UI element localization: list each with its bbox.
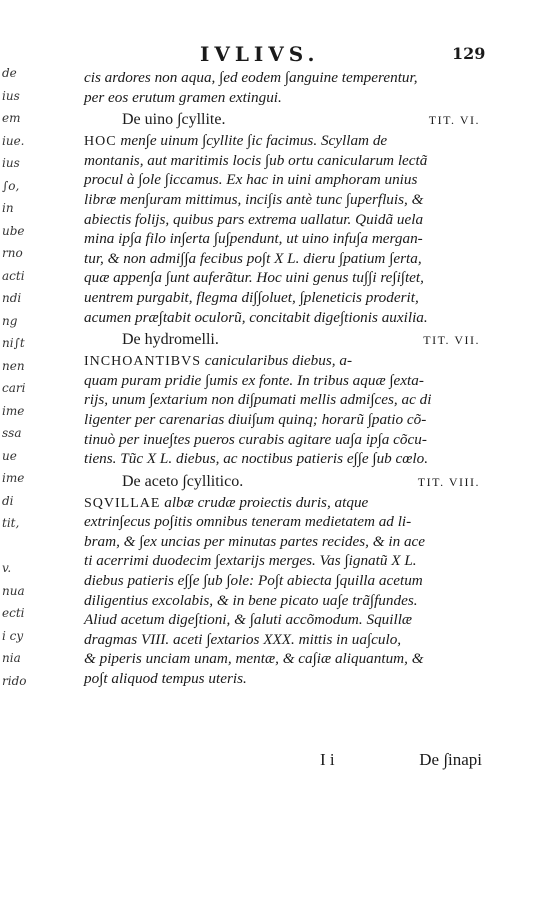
text-line <box>84 308 484 328</box>
line-text: ti acerrimi duodecim ∫extarijs merges. Vas ∫ignatũ X L. <box>84 552 417 570</box>
line-text: libræ men∫uram mittimus, inci∫is antè tunc ∫uperfluis, & <box>84 190 424 208</box>
section-number: TIT. VII. <box>423 333 480 348</box>
margin-fragment: ng <box>2 313 18 328</box>
main-text <box>84 68 484 689</box>
margin-fragment: ndi <box>2 291 22 305</box>
text-line <box>84 88 484 108</box>
margin-fragment: nia <box>2 651 21 665</box>
text-line <box>84 610 484 630</box>
margin-fragment: em <box>2 111 21 125</box>
text-line <box>84 229 484 249</box>
margin-fragment: nua <box>2 583 25 598</box>
line-text: uentrem purgabit, flegma di∫∫oluet, ∫pleneticis proderit, <box>84 288 419 306</box>
text-line <box>84 131 484 151</box>
text-line <box>84 371 484 391</box>
margin-fragment: tit, <box>2 516 20 530</box>
text-line <box>84 249 484 269</box>
line-text: montanis, aut maritimis locis ∫ub ortu canicularum lectã <box>84 151 428 169</box>
margin-fragment: ime <box>2 403 25 418</box>
line-text: mina ip∫a filo in∫erta ∫u∫pendunt, ut uino infu∫a mergan- <box>84 230 423 248</box>
text-line <box>84 151 484 171</box>
page-number: 129 <box>452 44 486 63</box>
margin-fragment: acti <box>2 268 25 283</box>
line-text: bram, & ∫ex uncias per minutas partes recides, & in ace <box>84 532 426 550</box>
text-line <box>84 190 484 210</box>
text-line <box>84 551 484 571</box>
margin-fragment: ius <box>2 156 20 170</box>
catchword: De ∫inapi <box>419 750 482 769</box>
text-line <box>84 630 484 650</box>
line-text: tiens. Tũc X L. diebus, ac noctibus patieris e∫∫e ∫ub cœlo. <box>84 450 429 468</box>
line-text: diebus patieris e∫∫e ∫ub ∫ole: Po∫t abiecta ∫quilla acetum <box>84 572 423 590</box>
line-text: dragmas VIII. aceti ∫extarios XXX. mittis in ua∫culo, <box>84 630 402 648</box>
margin-fragment: rido <box>2 673 26 688</box>
page-footer <box>320 750 482 770</box>
line-text: quam puram pridie ∫umis ex fonte. In tribus aquæ ∫exta- <box>84 371 424 389</box>
margin-fragments <box>2 62 26 692</box>
margin-fragment: di <box>2 493 14 508</box>
lead-word: SQVILLAE <box>84 495 161 511</box>
margin-fragment: in <box>2 201 14 215</box>
line-text: albæ crudæ proiectis duris, atque <box>160 493 369 511</box>
line-text: men∫e uinum ∫cyllite ∫ic facimus. Scyllam de <box>116 132 388 150</box>
text-line <box>84 390 484 410</box>
margin-fragment: ius <box>2 88 20 103</box>
text-line <box>84 170 484 190</box>
text-line <box>84 430 484 450</box>
margin-fragment: i cy <box>2 628 24 643</box>
text-line <box>84 649 484 669</box>
text-line <box>84 571 484 591</box>
section-number: TIT. VI. <box>428 113 480 128</box>
text-line <box>84 351 484 371</box>
line-text: procul à ∫ole ∫iccamus. Ex hac in uini amphoram unius <box>84 171 418 189</box>
section-heading <box>84 471 484 493</box>
text-line <box>84 532 484 552</box>
line-text: extrin∫ecus po∫itis omnibus teneram medietatem ad li- <box>84 513 412 531</box>
margin-fragment: ecti <box>2 606 25 620</box>
margin-fragment: nen <box>2 358 25 373</box>
margin-fragment: v. <box>2 561 12 575</box>
text-line <box>84 210 484 230</box>
margin-fragment: ∫o, <box>2 178 20 193</box>
margin-fragment: ni∫t <box>2 336 25 350</box>
line-text: abiectis folijs, quibus pars extrema uallatur. Quidã uela <box>84 210 424 228</box>
margin-fragment: ssa <box>2 426 22 440</box>
section-title: De uino ∫cyllite. <box>122 111 226 129</box>
line-text: ligenter per carenarias diui∫um quinq; horarũ ∫patio cõ- <box>84 410 427 428</box>
margin-fragment: ube <box>2 223 25 238</box>
line-text: tinuò per inue∫tes pueros curabis agitare ua∫a ip∫a cõcu- <box>84 430 427 448</box>
line-text: Aliud acetum dige∫tioni, & ∫aluti accõmodum. Squillæ <box>84 611 413 629</box>
running-head: IVLIVS. <box>200 42 320 66</box>
line-text: canicularibus diebus, a- <box>201 352 353 370</box>
text-line <box>84 493 484 513</box>
section-title: De hydromelli. <box>122 331 219 349</box>
text-line <box>84 669 484 689</box>
signature-mark: I i <box>320 750 335 769</box>
lead-word: INCHOANTIBVS <box>84 354 201 370</box>
lead-word: HOC <box>84 134 117 150</box>
text-line <box>84 512 484 532</box>
text-line <box>84 268 484 288</box>
section-title: De aceto ∫cyllitico. <box>122 472 244 490</box>
section-heading <box>84 329 484 351</box>
text-line <box>84 591 484 611</box>
margin-fragment: rno <box>2 246 23 260</box>
line-text: cis ardores non aqua, ∫ed eodem ∫anguine temperentur, <box>84 69 418 86</box>
margin-fragment: de <box>2 66 17 80</box>
margin-fragment <box>2 535 26 558</box>
line-text: po∫t aliquod tempus uteris. <box>84 670 247 688</box>
margin-fragment: cari <box>2 381 26 395</box>
line-text: tur, & non admi∫∫a fecibus po∫t X L. dieru ∫patium ∫erta, <box>84 249 422 267</box>
text-line <box>84 410 484 430</box>
margin-fragment: iue. <box>2 133 25 148</box>
line-text: diligentius excolabis, & in bene picato ua∫e trã∫fundes. <box>84 591 418 609</box>
text-line <box>84 68 484 88</box>
margin-fragment: ue <box>2 448 17 463</box>
line-text: acumen præ∫tabit oculorũ, concitabit dige∫tionis auxilia. <box>84 308 428 326</box>
section-heading <box>84 109 484 131</box>
line-text: quæ appen∫a ∫unt auferãtur. Hoc uini genus tu∫∫i re∫i∫tet, <box>84 269 424 287</box>
section-number: TIT. VIII. <box>417 474 480 489</box>
line-text: per eos erutum gramen extingui. <box>84 88 282 106</box>
text-line <box>84 288 484 308</box>
margin-fragment: ime <box>2 471 25 485</box>
line-text: & piperis unciam unam, mentæ, & ca∫iæ aliquantum, & <box>84 650 424 668</box>
text-line <box>84 449 484 469</box>
line-text: rijs, unum ∫extarium non di∫pumati mellis admi∫ces, ac di <box>84 391 432 409</box>
